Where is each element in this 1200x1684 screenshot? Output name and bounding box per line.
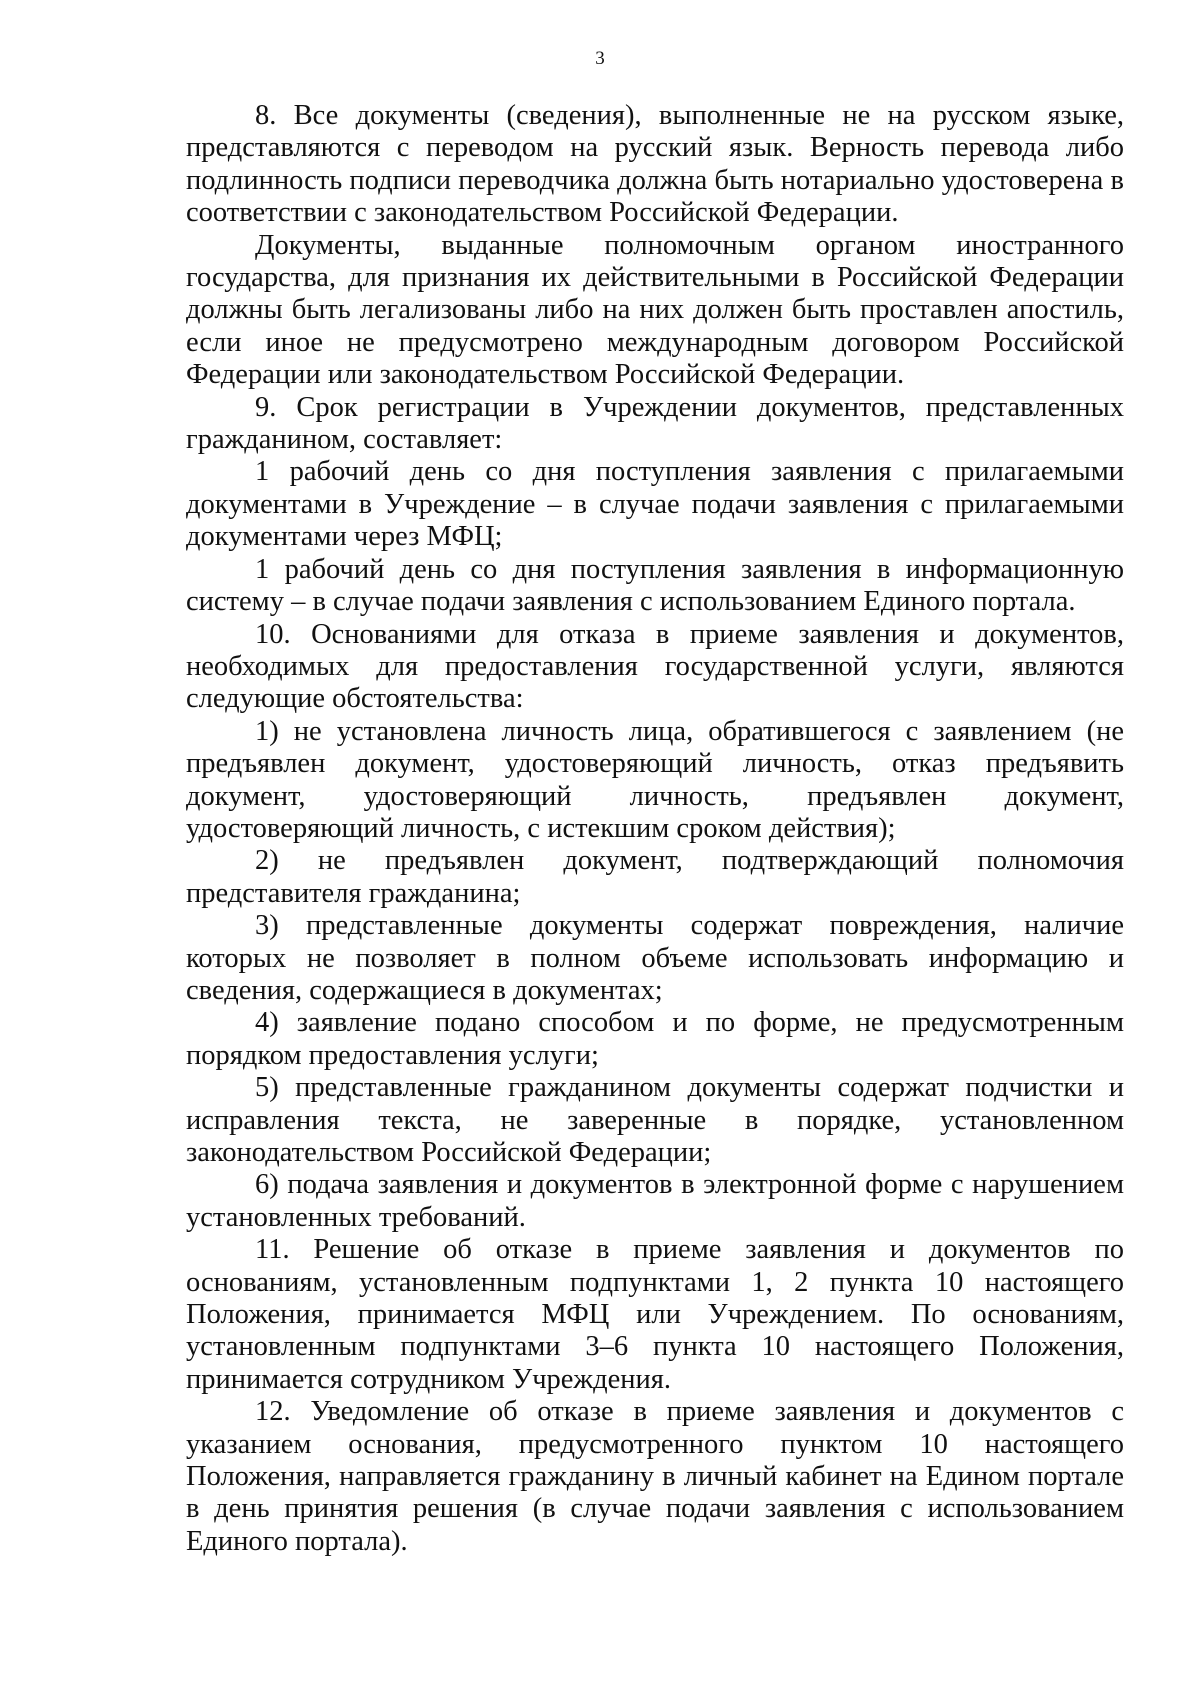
paragraph-9-mfc-term: 1 рабочий день со дня поступления заявления с прилагаемыми документами в Учреждение – в случае подачи заявления с прилагаемыми документами через МФЦ; bbox=[186, 456, 1124, 553]
paragraph-10-item-3: 3) представленные документы содержат повреждения, наличие которых не позволяет в полном объеме использовать информацию и сведения, содержащиеся в документах; bbox=[186, 910, 1124, 1006]
paragraph-10-item-6: 6) подача заявления и документов в электронной форме с нарушением установленных требований. bbox=[186, 1169, 1124, 1233]
page-number: 3 bbox=[595, 48, 605, 69]
document-body bbox=[186, 100, 1124, 1558]
paragraph-10: 10. Основаниями для отказа в приеме заявления и документов, необходимых для предоставления государственной услуги, являются следующие обстоятельства: bbox=[186, 618, 1124, 715]
paragraph-10-item-1: 1) не установлена личность лица, обратившегося с заявлением (не предъявлен документ, удостоверяющий личность, отказ предъявить документ, удостоверяющий личность, предъявлен документ, удостоверяющий личность, с истекшим сроком действия); bbox=[186, 715, 1124, 844]
paragraph-10-item-4: 4) заявление подано способом и по форме, не предусмотренным порядком предоставления услуги; bbox=[186, 1007, 1124, 1071]
paragraph-12: 12. Уведомление об отказе в приеме заявления и документов с указанием основания, предусмотренного пунктом 10 настоящего Положения, направляется гражданину в личный кабинет на Едином портале в день принятия решения (в случае подачи заявления с использованием Единого портала). bbox=[186, 1396, 1124, 1557]
paragraph-11: 11. Решение об отказе в приеме заявления и документов по основаниям, установленным подпунктами 1, 2 пункта 10 настоящего Положения, принимается МФЦ или Учреждением. По основаниям, установленным подпунктами 3–6 пункта 10 настоящего Положения, принимается сотрудником Учреждения. bbox=[186, 1234, 1124, 1395]
paragraph-8-foreign-documents: Документы, выданные полномочным органом иностранного государства, для признания их действительными в Российской Федерации должны быть легализованы либо на них должен быть проставлен апостиль, если иное не предусмотрено международным договором Российской Федерации или законодательством Российской Федерации. bbox=[186, 229, 1124, 391]
paragraph-10-item-5: 5) представленные гражданином документы содержат подчистки и исправления текста, не заверенные в порядке, установленном законодательством Российской Федерации; bbox=[186, 1072, 1124, 1168]
paragraph-8: 8. Все документы (сведения), выполненные не на русском языке, представляются с переводом на русский язык. Верность перевода либо подлинность подписи переводчика должна быть нотариально удостоверена в соответствии с законодательством Российской Федерации. bbox=[186, 100, 1124, 229]
paragraph-10-item-2: 2) не предъявлен документ, подтверждающий полномочия представителя гражданина; bbox=[186, 845, 1124, 909]
paragraph-9-portal-term: 1 рабочий день со дня поступления заявления в информационную систему – в случае подачи заявления с использованием Единого портала. bbox=[186, 553, 1124, 618]
paragraph-9: 9. Срок регистрации в Учреждении документов, представленных гражданином, составляет: bbox=[186, 391, 1124, 456]
